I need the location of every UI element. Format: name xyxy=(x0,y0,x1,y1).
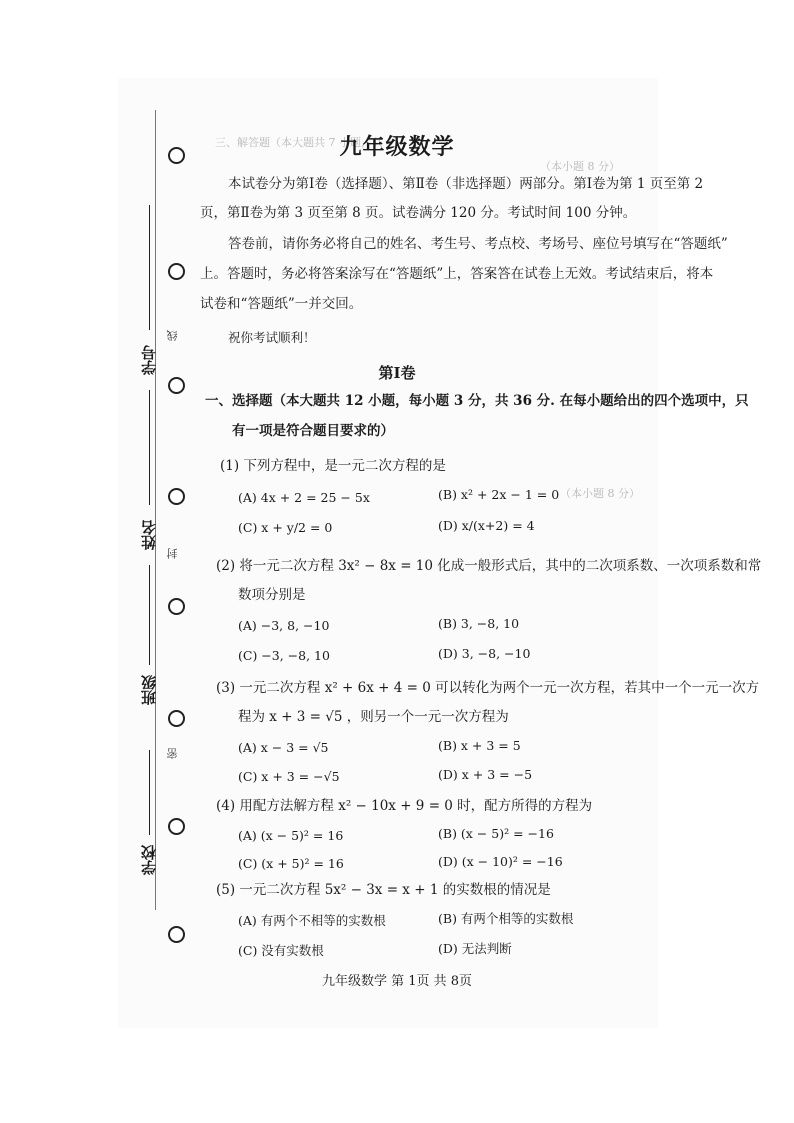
option-b[interactable]: (B) x² + 2x − 1 = 0 xyxy=(438,487,560,502)
option-b[interactable]: (B) (x − 5)² = −16 xyxy=(438,826,554,841)
section-heading: 有一项是符合题目要求的） xyxy=(232,423,394,439)
option-c[interactable]: (C) x + 3 = −√5 xyxy=(238,769,340,784)
mark-secret: 密 xyxy=(166,748,179,759)
class-blank[interactable] xyxy=(149,565,150,665)
option-d[interactable]: (D) 无法判断 xyxy=(438,941,512,956)
option-a[interactable]: (A) −3, 8, −10 xyxy=(238,618,330,633)
option-d[interactable]: (D) x + 3 = −5 xyxy=(438,767,533,782)
page-footer: 九年级数学 第 1页 共 8页 xyxy=(321,974,473,989)
name-blank[interactable] xyxy=(149,390,150,505)
school-blank[interactable] xyxy=(149,750,150,835)
mark-seal: 封 xyxy=(166,548,179,559)
wish-text: 祝你考试顺利！ xyxy=(228,330,316,345)
question-stem: (1) 下列方程中，是一元二次方程的是 xyxy=(220,458,446,474)
option-b[interactable]: (B) 3, −8, 10 xyxy=(438,616,520,631)
intro-line: 试卷和“答题纸”一并交回。 xyxy=(200,296,363,312)
punch-hole xyxy=(168,488,185,505)
class-label: 班级 xyxy=(140,675,158,705)
mark-line: 线 xyxy=(166,330,179,341)
option-a[interactable]: (A) (x − 5)² = 16 xyxy=(238,828,344,843)
volume-title: 第Ⅰ卷 xyxy=(378,364,416,382)
intro-line: 页，第Ⅱ卷为第 3 页至第 8 页。试卷满分 120 分。考试时间 100 分钟。 xyxy=(200,205,637,221)
punch-hole xyxy=(168,710,185,727)
punch-hole xyxy=(168,263,185,280)
question-stem: (5) 一元二次方程 5x² − 3x = x + 1 的实数根的情况是 xyxy=(216,882,551,898)
punch-hole xyxy=(168,818,185,835)
option-a[interactable]: (A) 4x + 2 = 25 − 5x xyxy=(238,490,370,505)
bleed-through-text: （本小题 8 分） xyxy=(540,160,620,173)
section-heading: 一、选择题（本大题共 12 小题，每小题 3 分，共 36 分. 在每小题给出的四个选项中，只 xyxy=(205,393,749,409)
option-b[interactable]: (B) 有两个相等的实数根 xyxy=(438,911,574,926)
bleed-through-text: 三、解答题（本大题共 7 小题，共 xyxy=(215,136,383,149)
binding-line xyxy=(155,110,156,910)
option-a[interactable]: (A) 有两个不相等的实数根 xyxy=(238,913,386,928)
option-d[interactable]: (D) 3, −8, −10 xyxy=(438,646,531,661)
student-id-blank[interactable] xyxy=(149,205,150,330)
question-stem: 程为 x + 3 = √5 ，则另一个一元一次方程为 xyxy=(238,709,509,725)
option-c[interactable]: (C) −3, −8, 10 xyxy=(238,648,330,663)
option-d[interactable]: (D) (x − 10)² = −16 xyxy=(438,854,563,869)
punch-hole xyxy=(168,598,185,615)
bleed-through-text: （本小题 8 分） xyxy=(560,487,640,500)
school-label: 学校 xyxy=(140,845,158,875)
option-c[interactable]: (C) (x + 5)² = 16 xyxy=(238,856,344,871)
student-id-label: 学号 xyxy=(140,345,158,375)
option-d[interactable]: (D) x/(x+2) = 4 xyxy=(438,518,535,533)
name-label: 姓名 xyxy=(140,520,158,550)
question-stem: (3) 一元二次方程 x² + 6x + 4 = 0 可以转化为两个一元一次方程，若其中一个一元一次方 xyxy=(216,680,760,696)
question-stem: (2) 将一元二次方程 3x² − 8x = 10 化成一般形式后，其中的二次项系数、一次项系数和常 xyxy=(216,558,762,574)
option-c[interactable]: (C) x + y/2 = 0 xyxy=(238,520,333,535)
punch-hole xyxy=(168,926,185,943)
option-c[interactable]: (C) 没有实数根 xyxy=(238,943,324,958)
intro-line: 答卷前，请你务必将自己的姓名、考生号、考点校、考场号、座位号填写在“答题纸” xyxy=(228,236,728,252)
intro-line: 本试卷分为第Ⅰ卷（选择题）、第Ⅱ卷（非选择题）两部分。第Ⅰ卷为第 1 页至第 2 xyxy=(228,176,704,192)
option-a[interactable]: (A) x − 3 = √5 xyxy=(238,740,329,755)
question-stem: 数项分别是 xyxy=(238,587,306,603)
page-title: 九年级数学 xyxy=(339,135,455,160)
intro-line: 上。答题时，务必将答案涂写在“答题纸”上，答案答在试卷上无效。考试结束后，将本 xyxy=(200,266,714,282)
question-stem: (4) 用配方法解方程 x² − 10x + 9 = 0 时，配方所得的方程为 xyxy=(216,798,593,814)
option-b[interactable]: (B) x + 3 = 5 xyxy=(438,738,521,753)
